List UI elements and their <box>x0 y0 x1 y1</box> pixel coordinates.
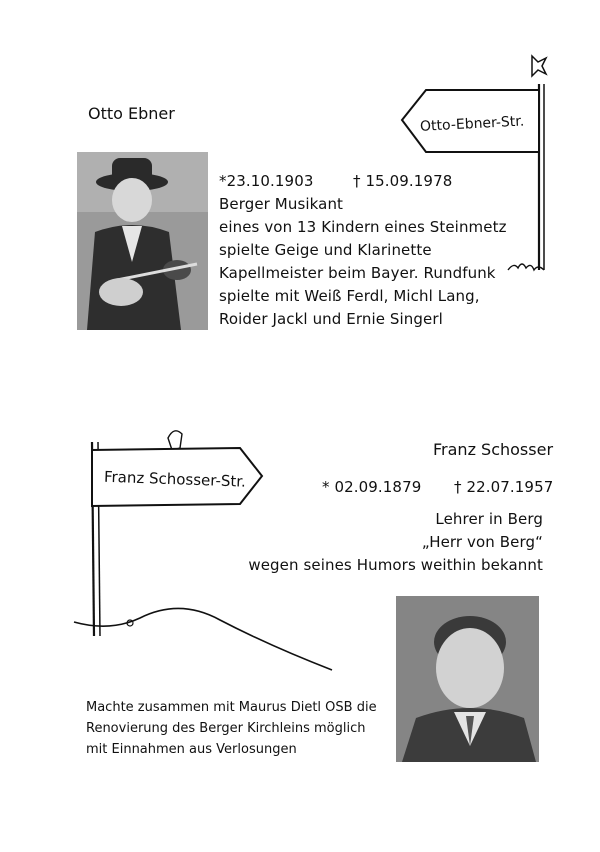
schosser-sign-text: Franz Schosser-Str. <box>103 467 247 491</box>
ebner-name: Otto Ebner <box>88 104 175 123</box>
schosser-birth: * 02.09.1879 <box>322 478 422 496</box>
photo-otto-ebner <box>77 152 208 330</box>
schosser-note-line: Renovierung des Berger Kirchleins möglich <box>86 721 366 736</box>
ebner-bio-line: spielte mit Weiß Ferdl, Michl Lang, <box>219 287 480 305</box>
schosser-death: † 22.07.1957 <box>454 478 554 496</box>
schosser-note-line: Machte zusammen mit Maurus Dietl OSB die <box>86 700 377 715</box>
ebner-bio-line: eines von 13 Kindern eines Steinmetz <box>219 218 507 236</box>
schosser-note-line: mit Einnahmen aus Verlosungen <box>86 742 297 757</box>
schosser-bio-line: wegen seines Humors weithin bekannt <box>248 556 543 574</box>
ebner-bio-line: spielte Geige und Klarinette <box>219 241 432 259</box>
ebner-death: † 15.09.1978 <box>353 172 453 190</box>
schosser-note <box>86 697 377 760</box>
ebner-bio-line: Berger Musikant <box>219 195 344 213</box>
schosser-bio-line: „Herr von Berg“ <box>421 533 543 551</box>
ebner-bio-line: Roider Jackl und Ernie Singerl <box>219 310 443 328</box>
ebner-sign-text: Otto-Ebner-Str. <box>419 113 525 135</box>
photo-franz-schosser <box>396 596 539 762</box>
bird-icon <box>532 56 546 76</box>
ebner-bio-line: Kapellmeister beim Bayer. Rundfunk <box>219 264 496 282</box>
schosser-bio-line: Lehrer in Berg <box>435 510 543 528</box>
schosser-biography <box>248 508 543 577</box>
ebner-biography <box>219 193 507 331</box>
ebner-birth: *23.10.1903 <box>219 172 314 190</box>
bird-icon <box>168 431 182 450</box>
schosser-name: Franz Schosser <box>433 440 554 459</box>
